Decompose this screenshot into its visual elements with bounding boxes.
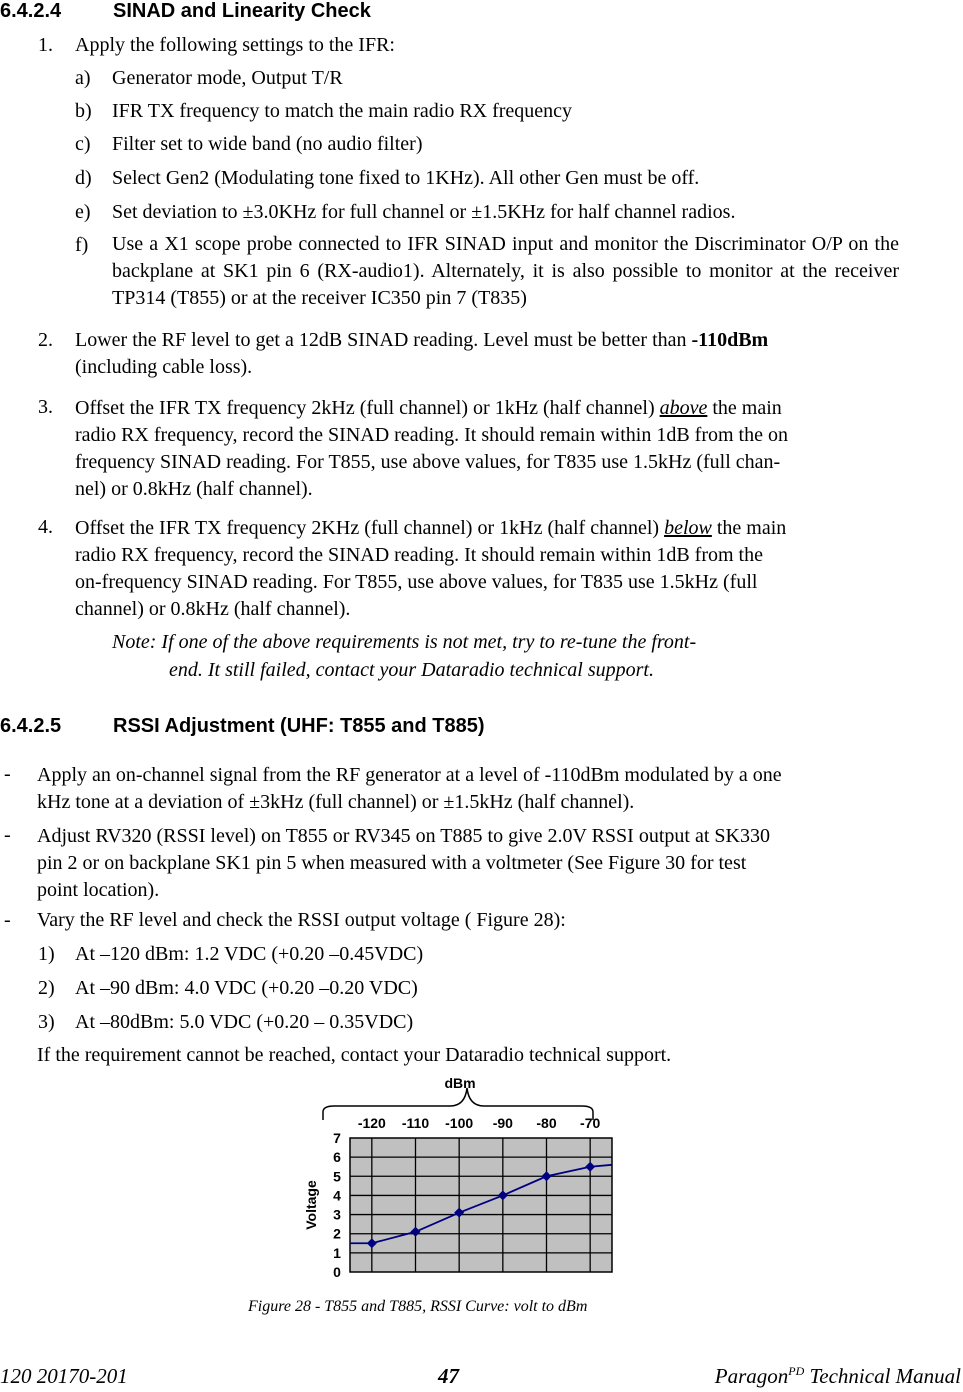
level-requirement: -110dBm (691, 329, 769, 351)
step-number: 4. (38, 516, 53, 538)
step-number: 2. (38, 329, 53, 351)
note-line: end. It still failed, contact your Dataradio technical support. (169, 659, 654, 681)
check-1 (38, 942, 424, 966)
y-tick-label: 1 (333, 1244, 341, 1261)
note-line: Note: If one of the above requirements is not met, try to re-tune the front- (112, 631, 697, 653)
manual-superscript: PD (788, 1364, 805, 1378)
step-text (75, 328, 768, 352)
emphasis-below: below (664, 517, 712, 539)
substep-a (75, 66, 343, 90)
x-tick-label: -90 (492, 1115, 513, 1131)
check-2 (38, 976, 418, 1000)
step-text-part: the main (711, 517, 787, 539)
step-text-line: radio RX frequency, record the SINAD reading. It should remain within 1dB from the on (75, 424, 788, 446)
bullet-line: kHz tone at a deviation of ±3kHz (full channel) or ±1.5kHz (half channel). (37, 791, 635, 813)
step-text-part: Lower the RF level to get a 12dB SINAD reading. Level must be better than (75, 329, 692, 351)
y-axis-label: Voltage (303, 1180, 319, 1230)
x-tick-label: -120 (357, 1115, 386, 1131)
check-number: 1) (38, 943, 55, 965)
substep-letter: d) (75, 167, 92, 189)
substep-letter: c) (75, 133, 91, 155)
x-tick-label: -110 (401, 1115, 430, 1131)
step-text-line: frequency SINAD reading. For T855, use above values, for T835 use 1.5kHz (full chan- (75, 451, 781, 473)
emphasis-above: above (659, 397, 708, 419)
step-text (75, 395, 788, 503)
substep-c (75, 132, 423, 156)
note (112, 630, 696, 682)
bullet-dash: - (4, 824, 11, 846)
step-text-part: Offset the IFR TX frequency 2kHz (full channel) or 1kHz (half channel) (75, 397, 660, 419)
bullet-line: Vary the RF level and check the RSSI output voltage ( Figure 28): (37, 909, 566, 931)
check-number: 2) (38, 977, 55, 999)
substep-d (75, 166, 700, 190)
rssi-chart (290, 1070, 630, 1290)
section-heading-sinad (0, 0, 371, 23)
step-text (75, 515, 786, 623)
step-2 (38, 328, 769, 378)
substep-letter: e) (75, 201, 91, 223)
section-title: RSSI Adjustment (UHF: T855 and T885) (113, 715, 485, 737)
section-number: 6.4.2.5 (0, 715, 62, 737)
step-text-part: the main (707, 397, 782, 419)
bullet-dash: - (4, 909, 11, 931)
y-tick-label: 3 (333, 1206, 341, 1223)
footer-page-number: 47 (438, 1364, 459, 1388)
bullet-line: Apply an on-channel signal from the RF generator at a level of -110dBm modulated by a one (37, 764, 782, 786)
step-text-part: Offset the IFR TX frequency 2KHz (full channel) or 1kHz (half channel) (75, 517, 665, 539)
footer-doc-number: 120 20170-201 (0, 1364, 128, 1388)
section-heading-rssi (0, 715, 485, 738)
check-3 (38, 1010, 414, 1034)
closing-text: If the requirement cannot be reached, contact your Dataradio technical support. (37, 1044, 672, 1066)
substep-text: Use a X1 scope probe connected to IFR SINAD input and monitor the Discriminator O/P on the backplane at SK1 pin 6 (RX-audio1). Alternately, it is also possible to monitor at the receiver TP314 (T855) or at the receiver IC350 pin 7 (T835) (112, 233, 899, 309)
section-number: 6.4.2.4 (0, 0, 62, 22)
manual-brand: Paragon (714, 1364, 789, 1388)
y-tick-label: 7 (333, 1130, 341, 1146)
bullet-line: point location). (37, 879, 160, 901)
check-text: At –120 dBm: 1.2 VDC (+0.20 –0.45VDC) (75, 943, 424, 965)
y-tick-label: 6 (333, 1149, 341, 1166)
substep-e (75, 200, 736, 224)
check-number: 3) (38, 1011, 55, 1033)
substep-letter: a) (75, 67, 91, 89)
x-tick-label: -70 (580, 1115, 601, 1131)
step-text-line: on-frequency SINAD reading. For T855, use above values, for T835 use 1.5kHz (full (75, 571, 758, 593)
substep-text: Select Gen2 (Modulating tone fixed to 1KHz). All other Gen must be off. (112, 167, 700, 189)
manual-title-rest: Technical Manual (804, 1364, 961, 1388)
y-tick-label: 4 (333, 1187, 341, 1204)
step-text-line: channel) or 0.8kHz (half channel). (75, 598, 351, 620)
substep-text: Filter set to wide band (no audio filter) (112, 133, 423, 155)
substep-text: IFR TX frequency to match the main radio RX frequency (112, 100, 573, 122)
bullet-dash: - (4, 763, 11, 785)
step-text-line: nel) or 0.8kHz (half channel). (75, 478, 313, 500)
check-text: At –90 dBm: 4.0 VDC (+0.20 –0.20 VDC) (75, 977, 418, 999)
y-tick-label: 5 (333, 1168, 341, 1185)
y-tick-label: 0 (333, 1264, 341, 1280)
substep-b (75, 99, 573, 123)
substep-text: Set deviation to ±3.0KHz for full channel or ±1.5KHz for half channel radios. (112, 201, 736, 223)
substep-letter: b) (75, 100, 92, 122)
step-text-line: radio RX frequency, record the SINAD reading. It should remain within 1dB from the (75, 544, 763, 566)
y-tick-label: 2 (333, 1225, 341, 1242)
figure-caption: Figure 28 - T855 and T885, RSSI Curve: volt to dBm (248, 1298, 588, 1315)
chart-title: dBm (444, 1075, 476, 1091)
check-text: At –80dBm: 5.0 VDC (+0.20 – 0.35VDC) (75, 1011, 414, 1033)
substep-text: Generator mode, Output T/R (112, 67, 343, 89)
step-text-line2: (including cable loss). (75, 356, 253, 378)
footer-manual-title (715, 1364, 961, 1389)
bullet-line: pin 2 or on backplane SK1 pin 5 when measured with a voltmeter (See Figure 30 for test (37, 852, 747, 874)
step-1 (38, 33, 395, 57)
x-tick-label: -80 (536, 1115, 557, 1131)
step-3 (38, 395, 788, 500)
step-text: Apply the following settings to the IFR: (75, 34, 395, 56)
section-title: SINAD and Linearity Check (113, 0, 371, 22)
step-number: 1. (38, 34, 53, 56)
step-number: 3. (38, 396, 53, 418)
substep-letter: f) (75, 234, 89, 256)
x-tick-label: -100 (445, 1115, 474, 1131)
substep-f (75, 233, 899, 312)
step-4 (38, 515, 787, 620)
bullet-line: Adjust RV320 (RSSI level) on T855 or RV345 on T885 to give 2.0V RSSI output at SK330 (37, 825, 770, 847)
